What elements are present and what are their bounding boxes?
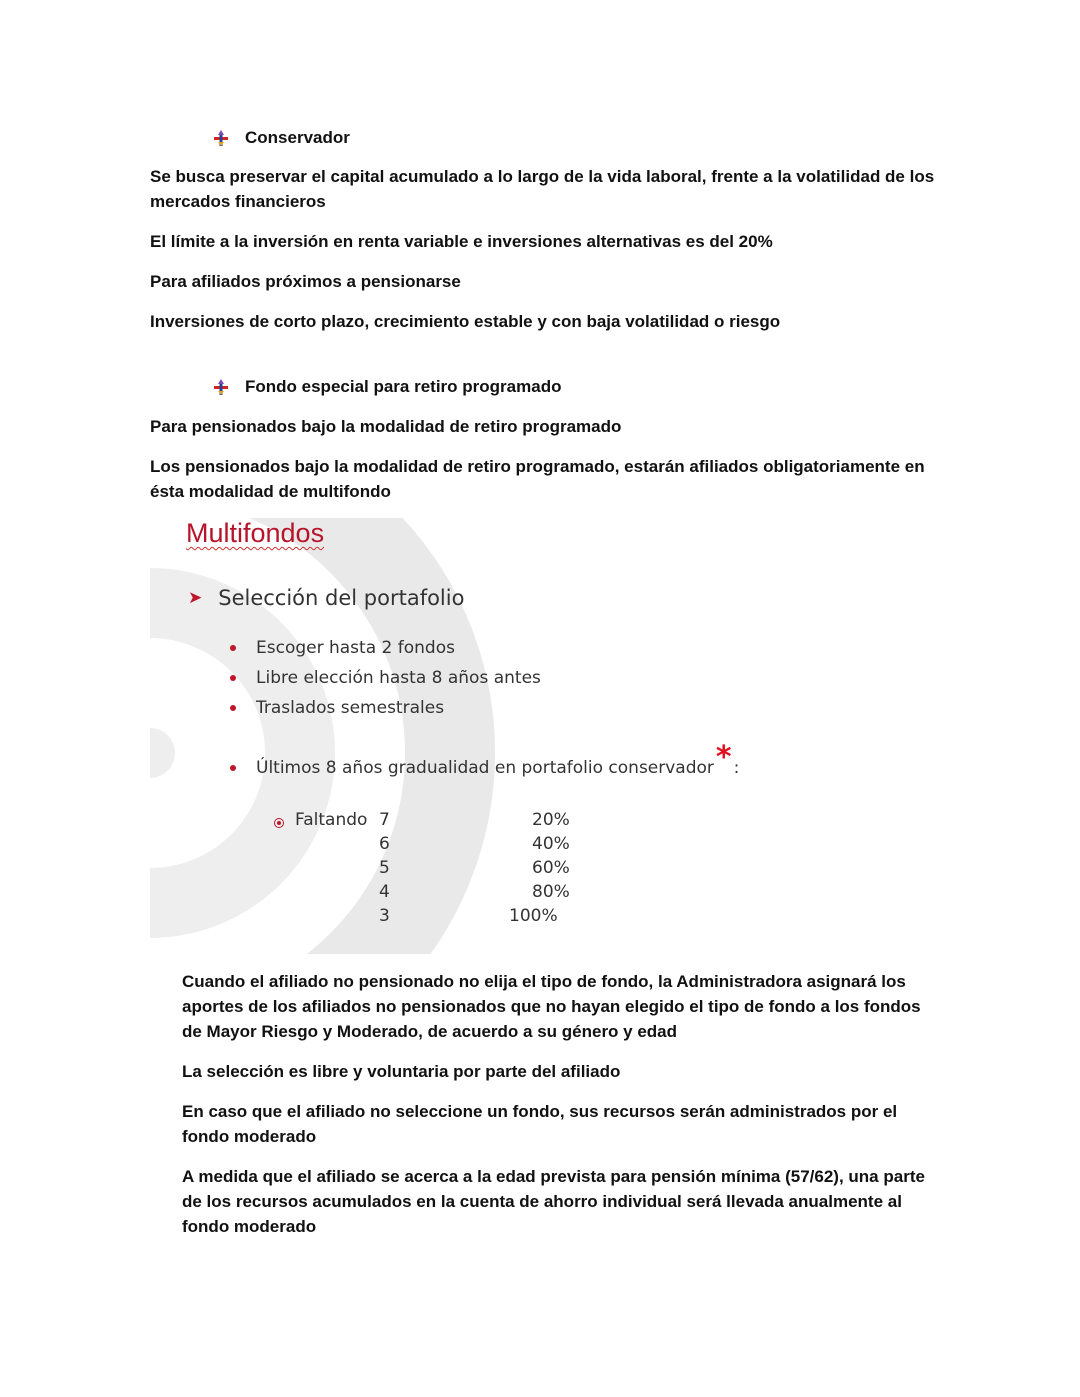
- years-cell: 5: [379, 858, 390, 878]
- bullet-dot-icon: [230, 765, 236, 771]
- asterisk-mark: *: [715, 740, 732, 775]
- multifondos-slide: [150, 518, 750, 954]
- subtitle-text: Selección del portafolio: [218, 586, 465, 610]
- percent-cell: 100%: [509, 906, 558, 926]
- arrow-cross-bullet-icon: [212, 378, 230, 396]
- list-item-text: Escoger hasta 2 fondos: [256, 638, 455, 658]
- paragraph: El límite a la inversión en renta variable e inversiones alternativas es del 20%: [150, 232, 773, 251]
- percent-cell: 80%: [532, 882, 570, 902]
- paragraph: Cuando el afiliado no pensionado no elija el tipo de fondo, la Administradora asignará los aportes de los afiliados no pensionados que no hayan elegido el tipo de fondo a los fondos de Mayor Riesgo y Moderado, de acuerdo a su género y edad: [182, 972, 921, 1041]
- section-heading-conservador: [212, 125, 350, 150]
- years-cell: 7: [379, 810, 390, 830]
- bullet-dot-icon: [230, 675, 236, 681]
- bullet-dot-icon: [230, 705, 236, 711]
- slide-background-arcs: [150, 518, 750, 954]
- years-cell: 4: [379, 882, 390, 902]
- paragraph: En caso que el afiliado no seleccione un fondo, sus recursos serán administrados por el fondo moderado: [182, 1102, 898, 1146]
- list-item: [230, 668, 541, 688]
- colon: :: [733, 757, 740, 778]
- list-item: [230, 638, 455, 658]
- paragraph: La selección es libre y voluntaria por parte del afiliado: [182, 1062, 621, 1081]
- heading-text: Fondo especial para retiro programado: [245, 377, 562, 396]
- paragraph: Inversiones de corto plazo, crecimiento estable y con baja volatilidad o riesgo: [150, 312, 781, 331]
- paragraph: Para pensionados bajo la modalidad de retiro programado: [150, 417, 622, 436]
- slide-subtitle: [188, 586, 464, 610]
- list-item-text: Traslados semestrales: [256, 698, 445, 718]
- list-item-text: Libre elección hasta 8 años antes: [256, 668, 541, 688]
- list-item-text: Últimos 8 años gradualidad en portafolio conservador: [256, 757, 714, 778]
- list-item: [230, 740, 740, 785]
- heading-text: Conservador: [245, 128, 350, 147]
- paragraph: A medida que el afiliado se acerca a la edad prevista para pensión mínima (57/62), una parte de los recursos acumulados en la cuenta de ahorro individual será llevada anualmente al fondo moderado: [182, 1167, 925, 1236]
- percent-cell: 40%: [532, 834, 570, 854]
- faltando-label: Faltando: [295, 810, 368, 830]
- paragraph: Los pensionados bajo la modalidad de retiro programado, estarán afiliados obligatoriamente en ésta modalidad de multifondo: [150, 457, 925, 501]
- section-heading-retiro: [212, 374, 561, 399]
- radio-bullet-icon: [274, 818, 284, 828]
- percent-cell: 20%: [532, 810, 570, 830]
- years-cell: 3: [379, 906, 390, 926]
- paragraph: Para afiliados próximos a pensionarse: [150, 272, 461, 291]
- arrow-right-icon: ➤: [188, 588, 203, 608]
- arrow-cross-bullet-icon: [212, 129, 230, 147]
- list-item: [230, 698, 444, 718]
- years-cell: 6: [379, 834, 390, 854]
- percent-cell: 60%: [532, 858, 570, 878]
- bullet-dot-icon: [230, 645, 236, 651]
- paragraph: Se busca preservar el capital acumulado a lo largo de la vida laboral, frente a la volatilidad de los mercados financieros: [150, 167, 935, 211]
- slide-title: Multifondos: [186, 518, 325, 548]
